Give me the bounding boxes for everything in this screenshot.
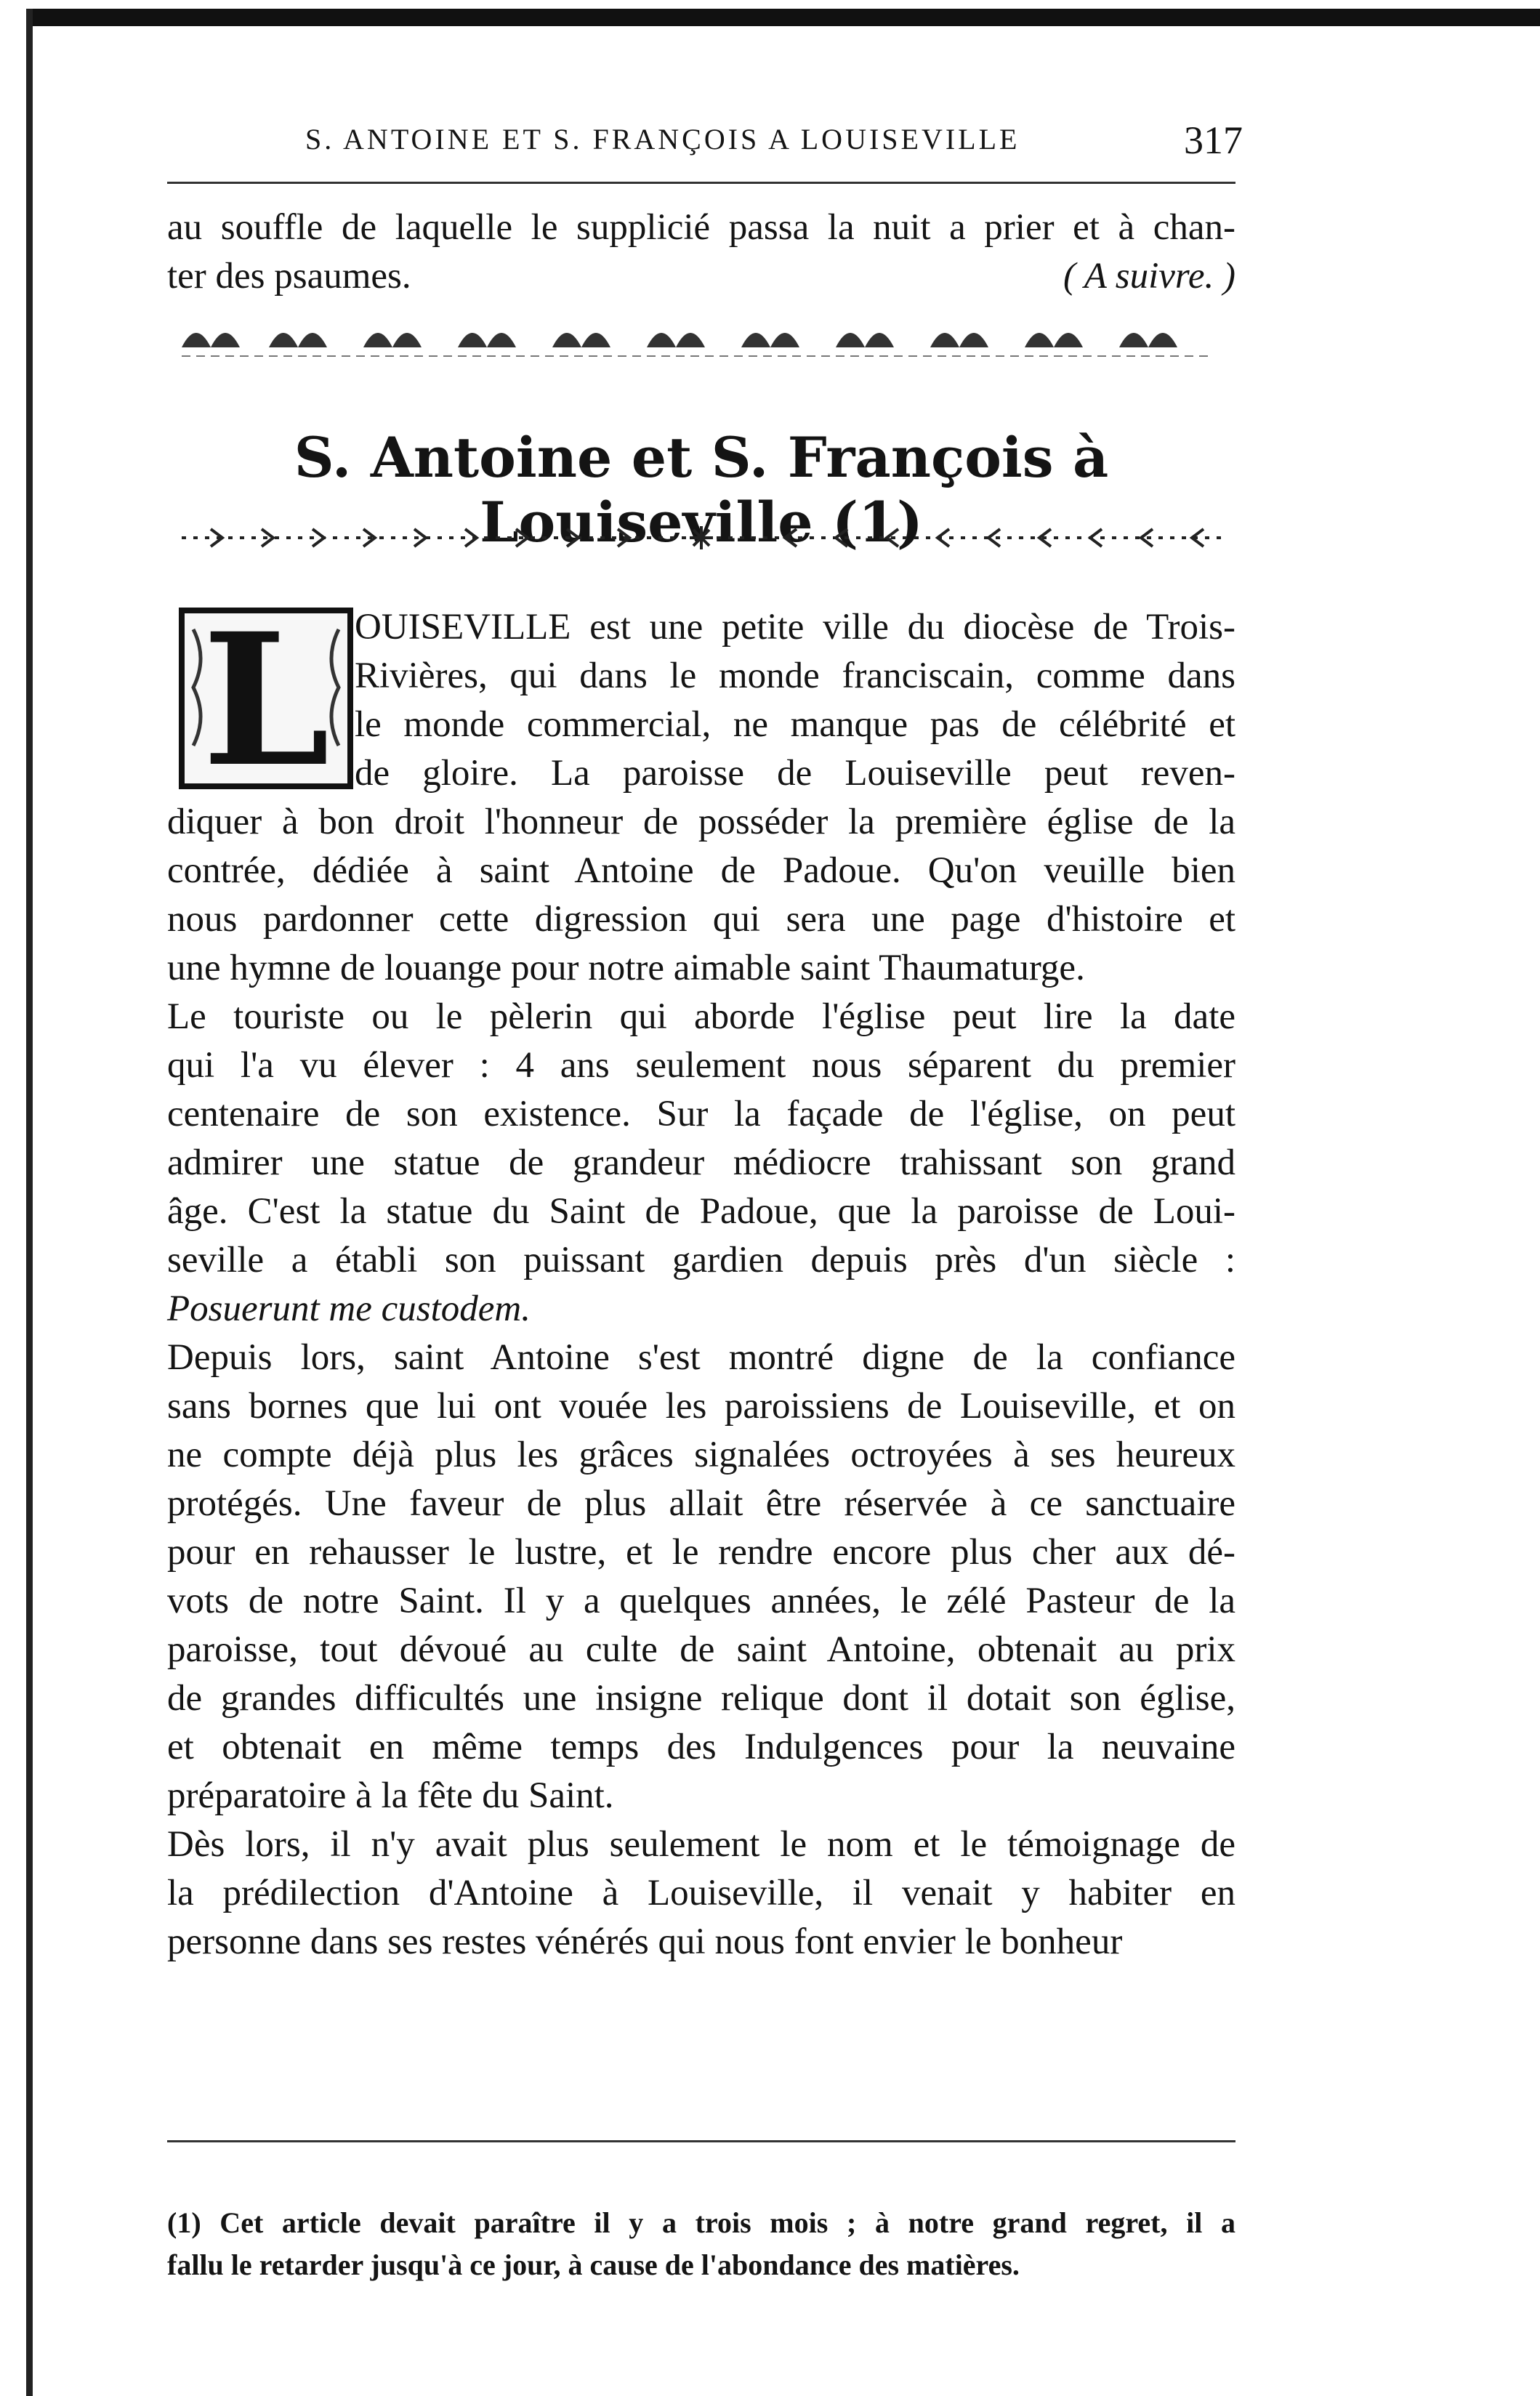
ornament-band [174, 318, 1221, 362]
article-line: centenaire de son existence. Sur la façade de l'église, on peut [167, 1094, 1235, 1134]
article-line: préparatoire à la fête du Saint. [167, 1775, 614, 1816]
article-line: Depuis lors, saint Antoine s'est montré digne de la confiance [167, 1337, 1235, 1378]
page-header [305, 118, 1243, 173]
article-line: pour en rehausser le lustre, et le rendre encore plus cher aux dé- [167, 1532, 1235, 1573]
page-edge-top [29, 9, 1540, 26]
ornament-leaf [836, 333, 894, 347]
article-line: vots de notre Saint. Il y a quelques années, le zélé Pasteur de la [167, 1581, 1235, 1621]
article-line: protégés. Une faveur de plus allait être réservée à ce sanctuaire [167, 1483, 1235, 1524]
article-line: contrée, dédiée à saint Antoine de Padoue. Qu'on veuille bien [167, 850, 1235, 891]
header-rule [167, 182, 1235, 184]
article-line: Rivières, qui dans le monde franciscain, comme dans [355, 656, 1235, 696]
article-title: S. Antoine et S. François à Louiseville (1) [294, 425, 1109, 554]
ornament-leaf [269, 333, 327, 347]
page-edge-left [26, 9, 33, 2396]
article-line: diquer à bon droit l'honneur de posséder la première église de la [167, 802, 1235, 842]
article-line: Dès lors, il n'y avait plus seulement le nom et le témoignage de [167, 1824, 1235, 1865]
decorative-chain [167, 523, 1235, 552]
article-line: et obtenait en même temps des Indulgences pour la neuvaine [167, 1727, 1235, 1767]
article-line: admirer une statue de grandeur médiocre trahissant son grand [167, 1142, 1235, 1183]
footnote-line: fallu le retarder jusqu'à ce jour, à cause de l'abondance des matières. [167, 2248, 1020, 2281]
page-number: 317 [1184, 118, 1243, 162]
ornament-leaf [363, 333, 422, 347]
article-line: Le touriste ou le pèlerin qui aborde l'église peut lire la date [167, 996, 1235, 1037]
article-line: de gloire. La paroisse de Louiseville peut reven- [355, 753, 1235, 794]
ornament-leaf [930, 333, 988, 347]
ornament-leaf [182, 333, 240, 347]
article-line: seville a établi son puissant gardien depuis près d'un siècle : [167, 1240, 1235, 1280]
dropcap-glyph: L [202, 608, 330, 789]
ornament-leaf [458, 333, 516, 347]
ornament-leaf [1025, 333, 1083, 347]
article-line: personne dans ses restes vénérés qui nous font envier le bonheur [167, 1921, 1123, 1962]
footnote [167, 2202, 1235, 2286]
ornament-leaf [741, 333, 799, 347]
ornament-leaf [552, 333, 610, 347]
article-line: le monde commercial, ne manque pas de célébrité et [355, 704, 1235, 745]
article-line: ne compte déjà plus les grâces signalées octroyées à ses heureux [167, 1435, 1235, 1475]
ornament-leaf [647, 333, 705, 347]
text-line [167, 252, 1235, 301]
article-line: une hymne de louange pour notre aimable saint Thaumaturge. [167, 948, 1085, 988]
running-title: S. ANTOINE ET S. FRANÇOIS A LOUISEVILLE [305, 123, 1020, 156]
to-follow-note: ( A suivre. ) [1063, 256, 1235, 297]
article-line: nous pardonner cette digression qui sera une page d'histoire et [167, 899, 1235, 940]
article-line: Posuerunt me custodem. [167, 1288, 531, 1329]
carryover-text [167, 203, 1235, 301]
article-line: de grandes difficultés une insigne relique dont il dotait son église, [167, 1678, 1235, 1719]
article-line: la prédilection d'Antoine à Louiseville, il venait y habiter en [167, 1873, 1235, 1913]
article-line: qui l'a vu élever : 4 ans seulement nous séparent du premier [167, 1045, 1235, 1086]
article-line: âge. C'est la statue du Saint de Padoue, que la paroisse de Loui- [167, 1191, 1235, 1232]
article-line: sans bornes que lui ont vouée les paroissiens de Louiseville, et on [167, 1386, 1235, 1427]
article-line: paroisse, tout dévoué au culte de saint Antoine, obtenait au prix [167, 1629, 1235, 1670]
text-line: au souffle de laquelle le supplicié passa la nuit a prier et à chan- [167, 207, 1235, 248]
article-body [167, 603, 1235, 1967]
article-line: OUISEVILLE est une petite ville du diocèse de Trois- [355, 607, 1235, 648]
ornament-leaf [1119, 333, 1177, 347]
text-line-end: ter des psaumes. [167, 256, 411, 297]
footnote-line: (1) Cet article devait paraître il y a trois mois ; à notre grand regret, il a [167, 2206, 1235, 2239]
footnote-rule [167, 2140, 1235, 2142]
